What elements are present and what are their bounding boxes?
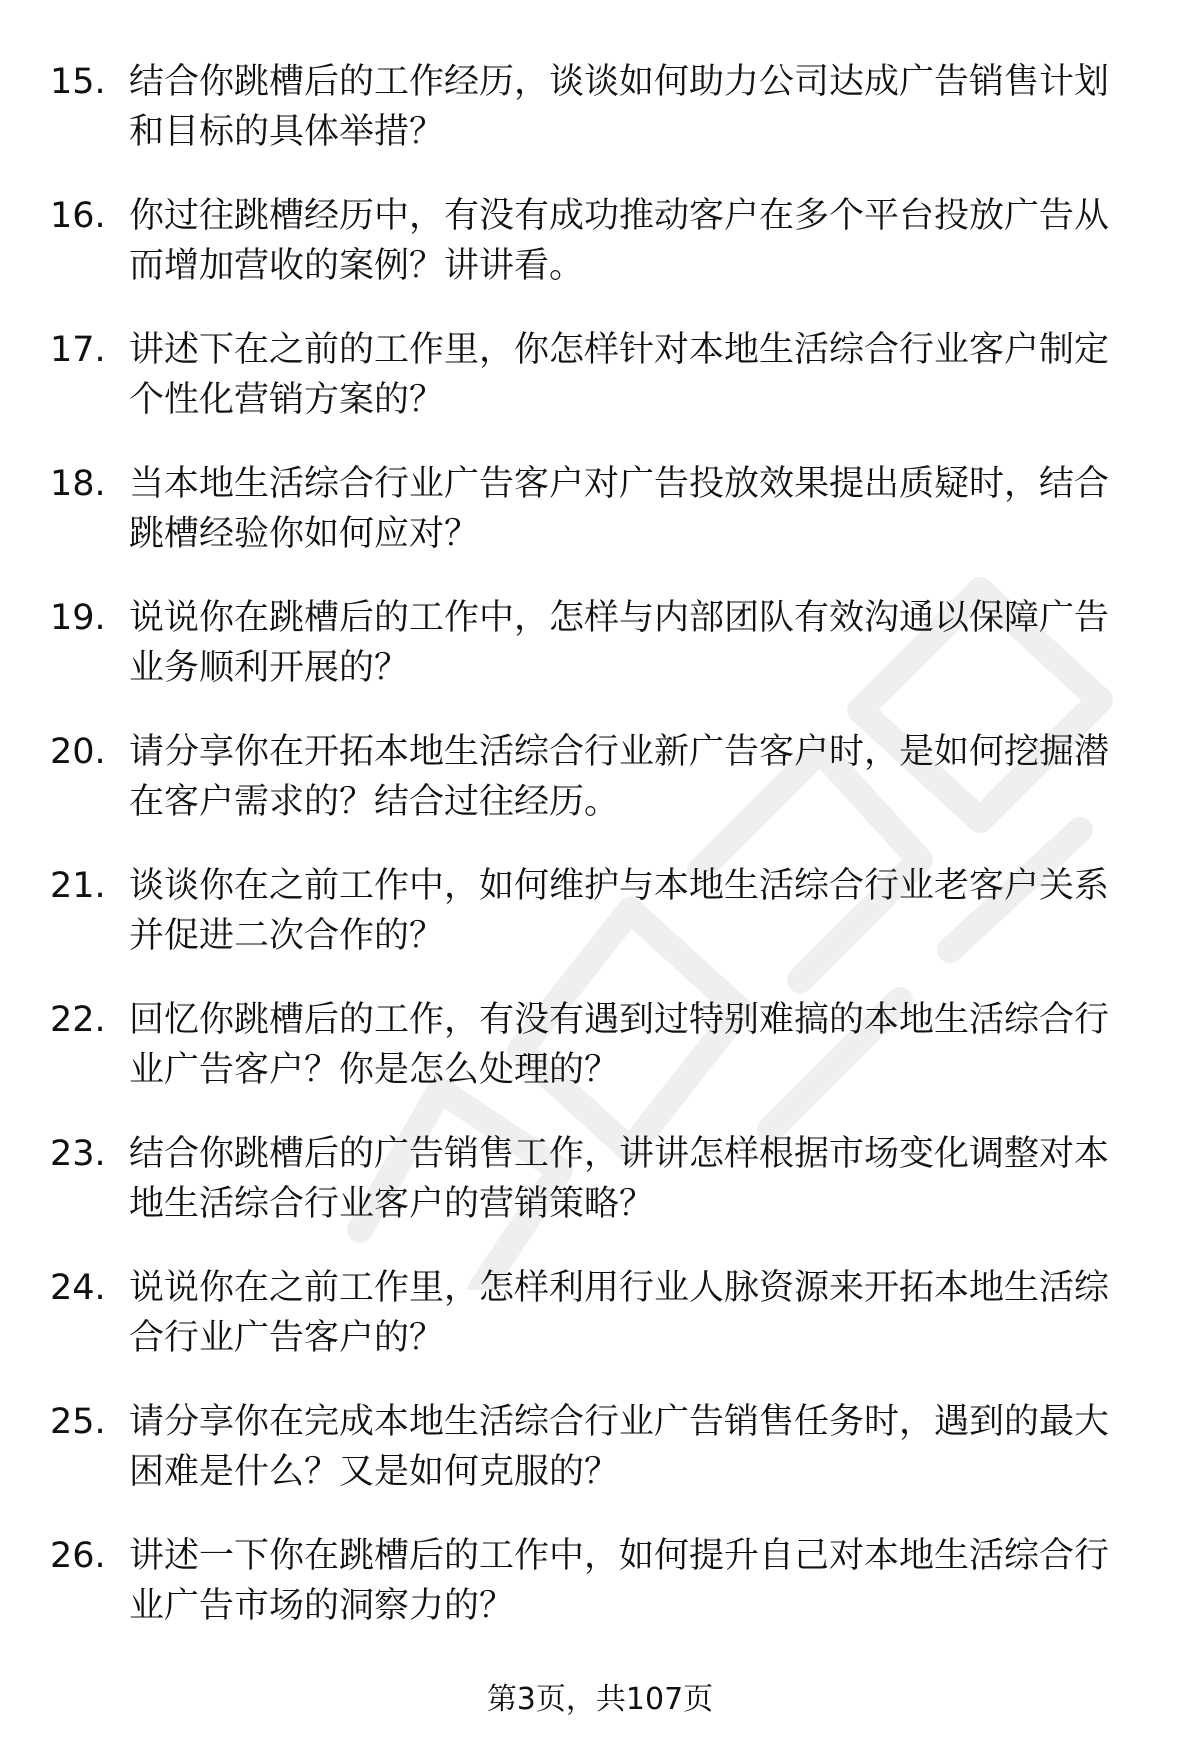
question-number: 22. bbox=[50, 1000, 106, 1040]
question-number: 23. bbox=[50, 1134, 106, 1174]
question-number: 18. bbox=[50, 464, 106, 504]
question-list bbox=[0, 57, 1200, 1665]
question-item bbox=[0, 727, 1200, 861]
question-number: 21. bbox=[50, 866, 106, 906]
question-item bbox=[0, 1531, 1200, 1665]
question-text: 结合你跳槽后的工作经历，谈谈如何助力公司达成广告销售计划 和目标的具体举措？ bbox=[129, 62, 1110, 152]
question-item bbox=[0, 995, 1200, 1129]
question-number: 19. bbox=[50, 598, 106, 638]
question-text: 当本地生活综合行业广告客户对广告投放效果提出质疑时，结合 跳槽经验你如何应对？ bbox=[129, 464, 1110, 554]
question-item bbox=[0, 325, 1200, 459]
question-item bbox=[0, 1263, 1200, 1397]
question-number: 25. bbox=[50, 1402, 106, 1442]
question-text: 谈谈你在之前工作中，如何维护与本地生活综合行业老客户关系 并促进二次合作的？ bbox=[129, 866, 1110, 956]
question-text: 回忆你跳槽后的工作，有没有遇到过特别难搞的本地生活综合行 业广告客户？你是怎么处理的？ bbox=[129, 1000, 1110, 1090]
question-number: 20. bbox=[50, 732, 106, 772]
page-footer: 第3页，共107页 bbox=[486, 1682, 714, 1717]
question-number: 16. bbox=[50, 196, 106, 236]
question-number: 15. bbox=[50, 62, 106, 102]
question-text: 结合你跳槽后的广告销售工作，讲讲怎样根据市场变化调整对本 地生活综合行业客户的营销策略？ bbox=[129, 1134, 1110, 1224]
question-item bbox=[0, 459, 1200, 593]
question-item bbox=[0, 593, 1200, 727]
question-text: 讲述一下你在跳槽后的工作中，如何提升自己对本地生活综合行 业广告市场的洞察力的？ bbox=[129, 1536, 1110, 1626]
question-number: 17. bbox=[50, 330, 106, 370]
question-text: 说说你在跳槽后的工作中，怎样与内部团队有效沟通以保障广告 业务顺利开展的？ bbox=[129, 598, 1110, 688]
question-item bbox=[0, 191, 1200, 325]
question-number: 24. bbox=[50, 1268, 106, 1308]
question-text: 请分享你在完成本地生活综合行业广告销售任务时，遇到的最大 困难是什么？又是如何克服的？ bbox=[129, 1402, 1110, 1492]
question-item bbox=[0, 1397, 1200, 1531]
question-item bbox=[0, 57, 1200, 191]
question-text: 请分享你在开拓本地生活综合行业新广告客户时，是如何挖掘潜 在客户需求的？结合过往经历。 bbox=[129, 732, 1110, 822]
question-number: 26. bbox=[50, 1536, 106, 1576]
question-text: 说说你在之前工作里，怎样利用行业人脉资源来开拓本地生活综 合行业广告客户的？ bbox=[129, 1268, 1110, 1358]
question-text: 讲述下在之前的工作里，你怎样针对本地生活综合行业客户制定 个性化营销方案的？ bbox=[129, 330, 1110, 420]
question-item bbox=[0, 1129, 1200, 1263]
question-text: 你过往跳槽经历中，有没有成功推动客户在多个平台投放广告从 而增加营收的案例？讲讲看。 bbox=[129, 196, 1110, 286]
question-item bbox=[0, 861, 1200, 995]
